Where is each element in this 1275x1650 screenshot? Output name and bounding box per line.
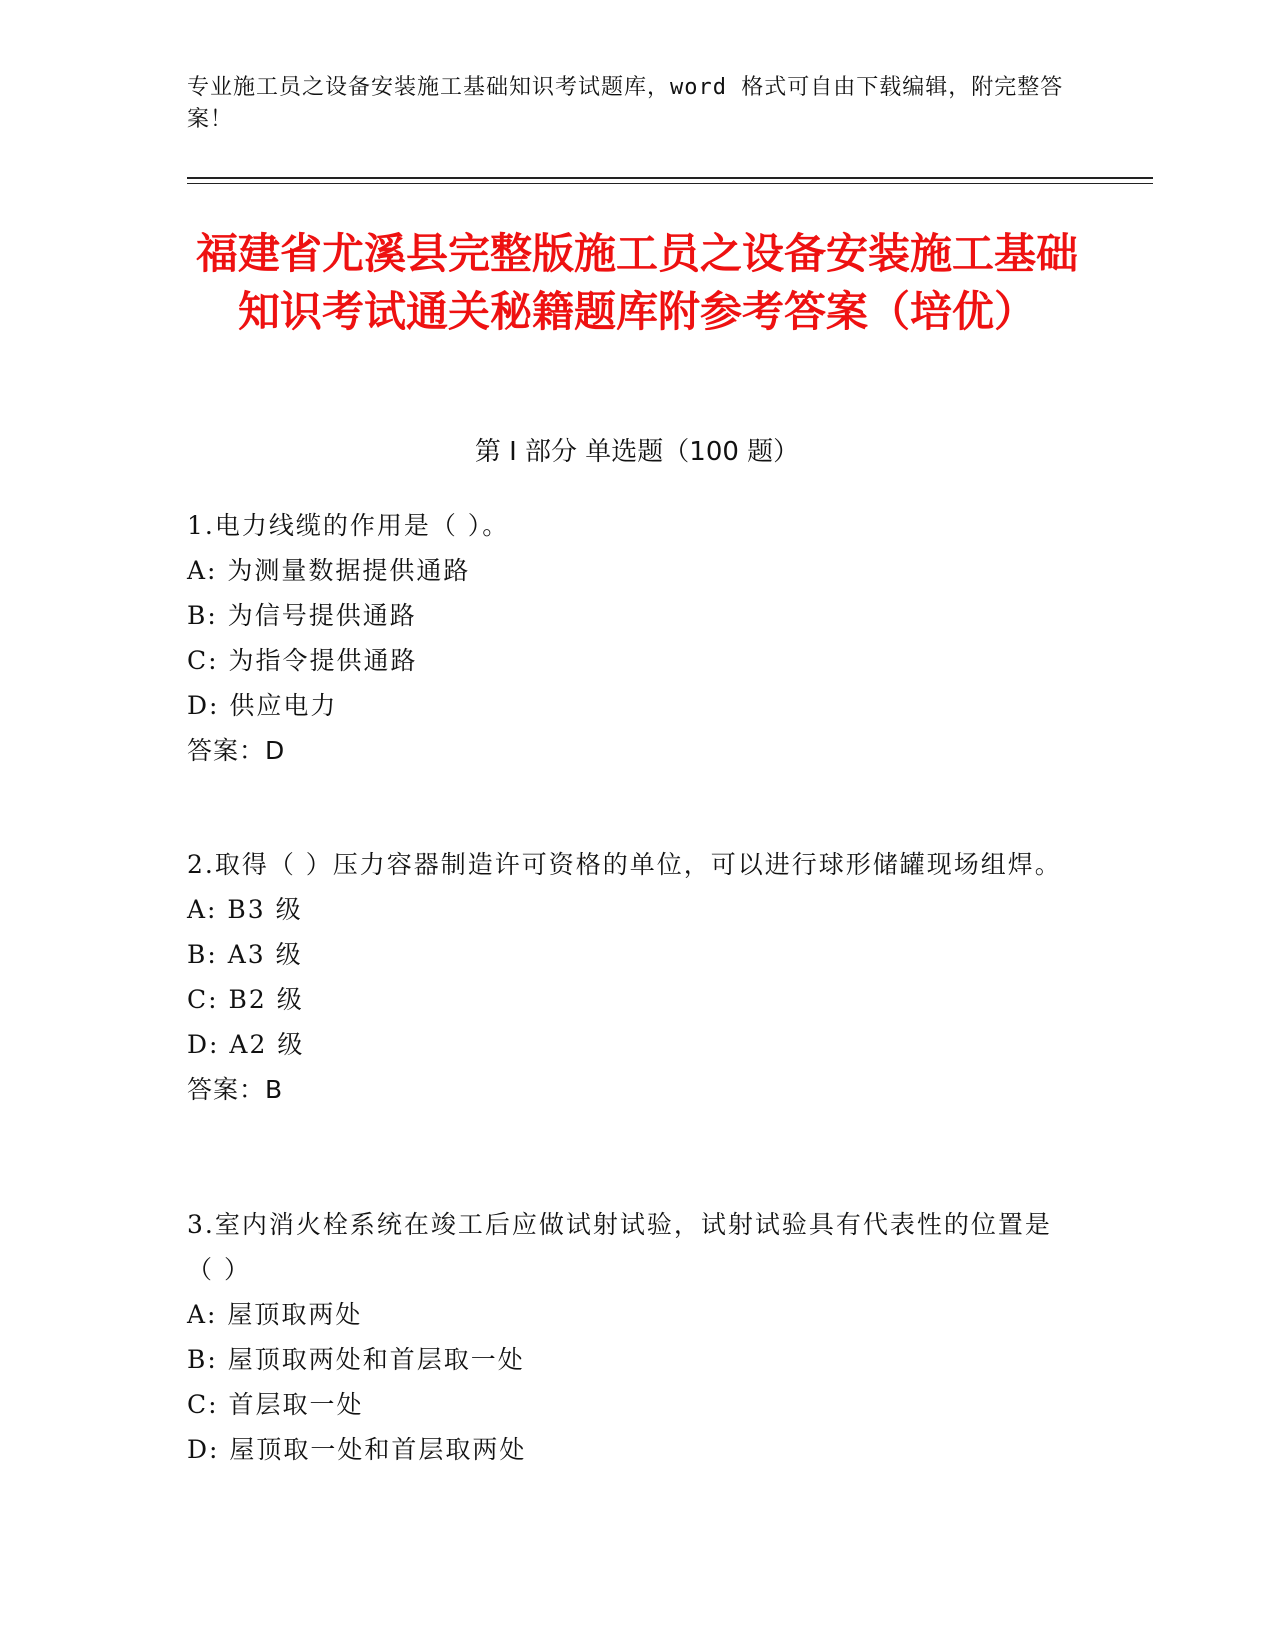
section-heading: 第 I 部分 单选题（100 题） — [474, 437, 800, 467]
option-c: C: 首层取一处 — [187, 1390, 364, 1419]
question-stem: 1.电力线缆的作用是（ ）。 — [187, 511, 510, 540]
option-b: B: 为信号提供通路 — [187, 601, 417, 630]
option-b: B: 屋顶取两处和首层取一处 — [187, 1345, 525, 1374]
question-3 — [187, 1202, 1067, 1472]
question-stem: 2.取得（ ）压力容器制造许可资格的单位，可以进行球形储罐现场组焊。 — [187, 850, 1062, 879]
option-c: C: B2 级 — [187, 985, 304, 1014]
option-c: C: 为指令提供通路 — [187, 646, 418, 675]
option-d: D: A2 级 — [187, 1030, 305, 1059]
option-a: A: B3 级 — [187, 895, 303, 924]
header-divider-thick — [187, 177, 1153, 179]
option-a: A: 屋顶取两处 — [187, 1300, 363, 1329]
question-1 — [187, 503, 1067, 773]
document-title: 福建省尤溪县完整版施工员之设备安装施工基础知识考试通关秘籍题库附参考答案（培优） — [195, 229, 1078, 336]
question-2 — [187, 842, 1067, 1112]
header-divider-thin — [187, 183, 1153, 184]
question-stem: 3.室内消火栓系统在竣工后应做试射试验，试射试验具有代表性的位置是（ ） — [187, 1210, 1052, 1284]
header-note: 专业施工员之设备安装施工基础知识考试题库，word 格式可自由下载编辑，附完整答案！ — [187, 75, 1064, 132]
option-d: D: 屋顶取一处和首层取两处 — [187, 1435, 527, 1464]
answer: 答案：B — [187, 1075, 284, 1104]
answer: 答案：D — [187, 736, 286, 765]
option-d: D: 供应电力 — [187, 691, 338, 720]
option-a: A: 为测量数据提供通路 — [187, 556, 471, 585]
option-b: B: A3 级 — [187, 940, 303, 969]
